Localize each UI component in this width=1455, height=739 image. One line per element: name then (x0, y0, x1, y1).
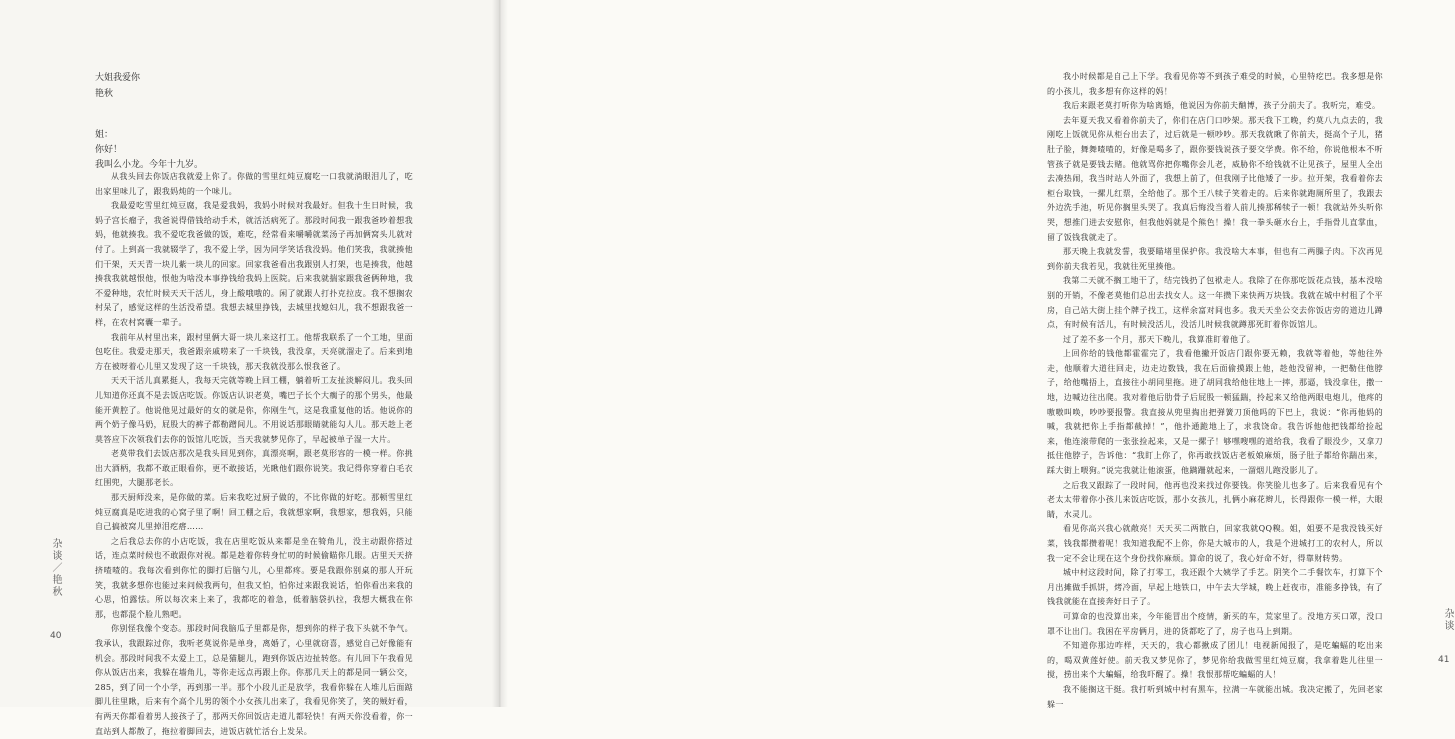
paragraph: 我后来跟老莫打听你为啥离婚，他说因为你前夫酗博，孩子分前夫了。我听完，难受。 (1063, 101, 1381, 111)
paragraph: 那天厨师没来，是你做的菜。后来我吃过厨子做的，不比你做的好吃。那顿雪里红炖豆腐真是吃进我的心窝子里了啊！回工棚之后，我就想家啊，我想家，想我妈，只能自己搞被窝儿里掉泪疙瘩…… (95, 493, 413, 532)
paragraph: 之后我又跟踪了一段时间，他再也没来找过你要钱。你笑脸儿也多了。后来我看见有个老太太带着你小孩儿来饭店吃饭，那小女孩儿，扎俩小麻花辫儿，长得跟你一模一样，大眼睛，水灵儿。 (1047, 480, 1383, 519)
paragraph: 我不能搁这干挺。我打听到城中村有黑车，拉满一车就能出城。我决定搬了，先回老家躲一 (1047, 684, 1383, 709)
paragraph: 看见你高兴我心就敞亮！天天买二两散白，回家我就QQ糗。姐，姐要不是我没钱买好菜，钱我都攒着呢！我知道我配不上你，你是大城市的人，我是个进城打工的农村人，所以我一定不会让现在这个身份找你麻烦。算命的说了，我心好命不好，得靠财转势。 (1047, 524, 1383, 563)
right-page (500, 0, 1453, 709)
paragraph: 我第二天就不搁工地干了，结完钱扔了包袱走人。我除了在你那吃饭花点钱，基本没啥别的开销，不像老莫他们总出去找女人。这一年攒下来快两万块钱。我就在城中村租了个平房，自己站大街上挂个牌子找工，这样余富对间也多。我天天坐公交去你饭店旁的道边儿蹲点，有时候有活儿，有时候没活儿，没活儿时候我就蹲那死盯着你饭馆儿。 (1047, 276, 1383, 330)
paragraph: 我最爱吃雪里红炖豆腐，我是爱我妈，我妈小时候对我最好。但我十生日时候，我妈子宫长瘤子，我爸说得借钱给动手术，就活活病死了。那段时间我一跟我爸吵着想我妈，他就揍我。我不爱吃我爸做的饭，难吃，经常看来嚼嚼就菜汤子再加俩窝头儿就对付了。上到高一我就辍学了，我不爱上学，因为同学笑话我没妈。他们笑我，我就揍他们干架，天天青一块儿紫一块儿的回家。回家我爸看出我跟别人打架，也是揍我，他越揍我我就越恨他，恨他为啥没本事挣钱给我妈上医院。后来我就揣家跟我爸俩种地，我不爱种地，农忙时候天天干活儿，身上酸哦哦的。闲了就跟人打扑克拉皮。我不想搁农村呆了，感觉这样的生活没希望。我想去城里挣钱，去城里找媳妇儿，我不想跟我爸一样，在农村窝囊一辈子。 (95, 201, 413, 327)
paragraph: 你别怪我像个变态。那段时间我脑瓜子里都是你，想到你的样子我下头就不争气。我承认，我跟踪过你，我听老莫说你是单身，离婚了，心里就窃喜，感觉自己好像能有机会。那段时间我不太爱上工，总是猫腿儿，跑到你饭店边扯转悠。有儿回下午我看见你从饭店出来，我躲在墙角儿，等你走远点再跟上你。你那几天上的都是同一辆公交，285，到了同一个小学，再到那一半。那个小段儿正是放学，我看你躲在人堆儿后面踮脚儿往里瞅，后来有个高个儿男的领个小女孩儿出来了，我看见你笑了，笑的贼好看，有两天你都看着男人接孩子了，那两天你回饭店走道儿都轻快！有两天你没看着，你一直站到人都散了，拖拉着脚回去，进饭店就忙活台上发呆。 (95, 624, 413, 736)
article-header (95, 70, 140, 102)
paragraph: 去年夏天我又看着你前夫了，你们在店门口吵架。那天我下工晚，约莫八九点去的，我刚吃上饭就见你从柜台出去了，过后就是一顿吵吵。那天我就瞅了你前夫，挺高个子儿，猪肚子脸，舞舞喳喳的，好像是喝多了，跟你要钱说孩子要交学费。你不给，你说他根本不听管孩子就是要钱去赌。他就骂你把你嘴你会儿老，威胁你不给钱就不让见孩子，屋里人全出去凑热闹，我当时站人外面了，我想上前了，但我刚子比他矮了一步。拉开架，我看着你去柜台取钱，一摞儿红票，全给他了。那个王八犊子笑着走的。后来你就跑厕所里了，我跟去外边洗手池，听见你搁里头哭了。我真后悔没当着人前儿揍那稀犊子一顿！我就站外头听你哭，想推门进去安慰你，但我他妈就是个熊色！操！我一拳头砸水台上，手指骨儿直掌血，留了饭钱我就走了。 (1047, 115, 1383, 242)
paragraph: 从我头回去你饭店我就爱上你了。你做的雪里红炖豆腐吃一口我就淌眼泪儿了，吃出家里味儿了，跟我妈炖的一个味儿。 (95, 172, 413, 196)
paragraph: 老莫带我们去饭店那次是我头回见到你，真漂亮啊，跟老莫形容的一模一样。你挑出大酒柄，我都不敢正眼看你，更不敢接话，光瞅他们跟你说笑。我记得你穿着白毛衣红围兜，大腿那老长。 (95, 449, 413, 488)
book-gutter (492, 0, 508, 707)
paragraph: 不知道你那边咋样，天天的，我心都揪成了团儿！电视新闻报了，是吃蝙蝠的吃出来的，喝双黄莲好使。前天我又梦见你了，梦见你给我做雪里红炖豆腐，我拿着匙儿往里一搅，捞出来个大蝙蝠，给我吓醒了。操！我恨那帮吃蝙蝠的人！ (1047, 641, 1383, 680)
paragraph: 城中村这段时间，除了打零工，我还跟个大姨学了手艺。阴笑个二手餐饮车，打算下个月出摊做手抓饼，烤冷面，早起上地铁口，中午去大学城，晚上赶夜市，准能多挣钱，有了钱我就能在直接奔好日子了。 (1047, 568, 1383, 607)
page-number: 40 (50, 631, 62, 641)
paragraph: 我小时候都是自己上下学。我看见你等不到孩子难受的时候，心里特疙巴。我多想是你的小孩儿，我多想有你这样的妈！ (1047, 72, 1383, 96)
section-label: 杂谈／艳秋 (50, 538, 61, 598)
greeting-line: 你好！ (95, 145, 123, 155)
paragraph: 天天干活儿真累挺人，我每天完就等晚上回工棚，躺着听工友扯淡解闷儿。我头回儿知道你还真不是去饭店吃饭。你饭店认识老莫，嘴巴子长个大瘸子的那个男头，他最能开黄腔了。他说他见过最好的女的就是你，你刚生气，这是我重复他的话。他说你的两个奶子像马奶，屁股大的裤子都勒蹭间儿。不用说话那眼睛就能勾人儿。那天趁上老莫答应下次领我们去你的饭馆儿吃饭，当天我就梦见你了，早起被单子湿一大片。 (95, 376, 413, 444)
paragraph: 上回你给的钱他都霍霍完了，我看他撇开饭店门跟你要无赖，我就等着他，等他往外走，他顺着大道往回走，边走边数钱，我在后面偷摸跟上他，趁他没留神，一把勒住他脖子，给他嘴捂上，直接往小胡同里拖。进了胡同我给他往地上一摔，那逼，钱没拿住，撒一地，边喊边往出爬。我对着他后肋骨子后屁股一顿猛踹，拎起来又给他两眼电炮儿，他疼的嗷嗷叫唤，吵吵要报警。我直接从兜里掏出把弹簧刀顶他吗的下巴上，我说：“你再他妈的喊，我就把你上手指都截掉！”，他扑通跪地上了，求我饶命。我告诉他他把钱都给捡起来，他连滚带爬的一张张捡起来，又是一摞子！够嘿嗖嘿的道给我，我看了眼没少，又拿刀抵住他脖子，告诉他：“我盯上你了，你再敢找饭店老板娘麻烦，肠子肚子都给你踹出来，踩大街上喂狗。”说完我就让他滚蛋，他蹒跚就起来，一溜烟儿跑没影儿了。 (1047, 349, 1383, 476)
letter-greeting (95, 128, 203, 173)
greeting-line: 我叫么小龙。今年十九岁。 (95, 160, 204, 170)
left-page (0, 0, 500, 736)
greeting-line: 姐： (95, 130, 114, 140)
paragraph: 我前年从村里出来，跟村里俩大哥一块儿来这打工。他帮我联系了一个工地，里面包吃住。我爱走那天，我爸跟亲戚唠来了一千块钱，我没拿，天亮就溜走了。后来到地方在被呀着心儿里又发现了这一千块钱，那天我就没那么恨我爸了。 (95, 332, 413, 371)
section-label: 杂谈 (1442, 608, 1453, 632)
paragraph: 之后我总去你的小店吃饭，我在店里吃饭从来都是坐在犄角儿，没主动跟你搭过话，连点菜时候也不敢跟你对视。都是趁着你转身忙叨的时候偷瞄你几眼。店里天天挤挤喳喳的。我每次看到你忙的脚打后脑勺儿，心里都疼。要是我跟你别桌的那人开玩笑，我就多想你也能过来问候我两句，但我又怕，怕你过来跟我说话，怕你看出来我的心思，怕露怯。所以每次来上来了，我都吃的着急，低着脑袋扒拉，我想大概我在你那，也都混个脸儿熟吧。 (95, 536, 413, 619)
page-number: 41 (1438, 655, 1450, 665)
article-author: 艳秋 (95, 89, 114, 99)
article-title: 大姐我爱你 (95, 73, 141, 83)
right-body-text (1047, 70, 1383, 712)
paragraph: 过了差不多一个月，那天下晚儿，我算准盯着他了。 (1063, 334, 1256, 344)
paragraph: 那天晚上我就发誓，我要瞄堵里保护你。我没啥大本事，但也有二两臊子肉。下次再见到你前夫我若见，我就往死里揍他。 (1047, 247, 1383, 271)
paragraph: 可算命的也没算出来，今年能冒出个疫情，新买的车，荒家里了。没地方买口罩，没口罩不让出门。我困在平房俩月，进的货都吃了了，房子也马上到期。 (1047, 611, 1383, 636)
left-body-text (95, 170, 413, 739)
